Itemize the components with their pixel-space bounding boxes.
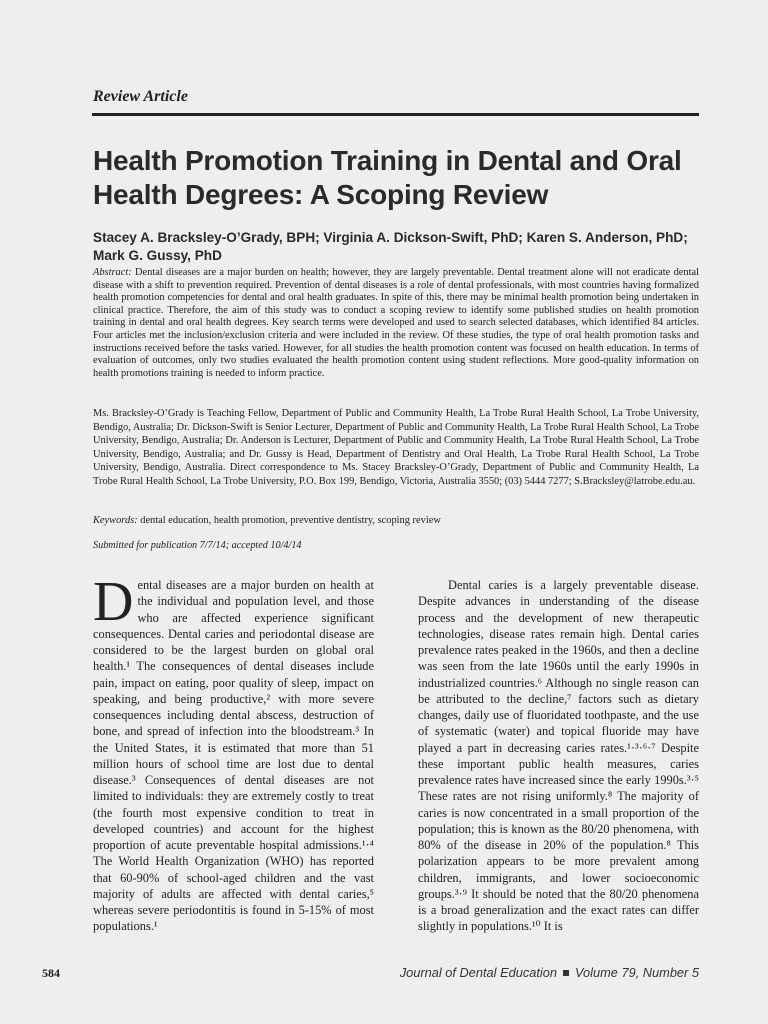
- keywords-label: Keywords:: [93, 515, 138, 526]
- body-left-text: ental diseases are a major burden on health at the individual and population level, and those who are affected experience significant consequences. Dental caries and periodontal disease are considered to be the largest burden on global oral health.¹ The consequences of dental diseases include pain, impact on eating, poor quality of sleep, impact on speaking, and being productive,² with more severe consequences including dental abscess, destruction of bone, and spread of infection into the bloodstream.³ In the United States, it is estimated that more than 51 million hours of school time are lost due to dental disease.³ Consequences of dental diseases are not limited to individuals: they are extremely costly to treat (the fourth most expensive condition to treat in developed countries) and account for the highest proportion of acute preventable hospital admissions.¹·⁴ The World Health Organization (WHO) has reported that 60-90% of school-aged children and the vast majority of adults are affected with dental caries,⁵ whereas severe periodontitis is found in 5-15% of most populations.¹: [93, 578, 374, 934]
- journal-footer: [400, 965, 699, 980]
- journal-name: Journal of Dental Education: [399, 965, 557, 980]
- article-title: Health Promotion Training in Dental and Oral Health Degrees: A Scoping Review: [93, 145, 682, 210]
- header-rule: [92, 113, 699, 116]
- author-list: Stacey A. Bracksley-O’Grady, BPH; Virginia A. Dickson-Swift, PhD; Karen S. Anderson, PhD; Mark G. Gussy, PhD: [93, 230, 688, 263]
- keywords-text: dental education, health promotion, preventive dentistry, scoping review: [140, 515, 441, 526]
- abstract-text: Dental diseases are a major burden on health; however, they are largely preventable. Dental treatment alone will not eradicate dental disease with a shift to prevention required. Prevention of dental diseases is a role of dental professionals, with most countries having formalized health promotion competencies for dental and oral health graduates. In spite of this, there may be minimal health promotion being undertaken in clinical practice. Therefore, the aim of this study was to conduct a scoping review to identify some published studies on health promotion training in dental and oral health degrees. Key search terms were developed and used to search selected databases, which identified 84 articles. Four articles met the inclusion/exclusion criteria and were included in the review. Of these studies, the type of oral health promotion tasks and instructions received before the tasks varied. However, for all studies the health promotion content was focused on health education. In terms of evaluation of outcomes, only two studies evaluated the health promotion content using student reflections. More good-quality information on health promotions training is needed to inform practice.: [93, 267, 699, 379]
- bullet-icon: [563, 970, 569, 976]
- author-affiliations: Ms. Bracksley-O’Grady is Teaching Fellow, Department of Public and Community Health, La Trobe Rural Health School, La Trobe University, Bendigo, Australia; Dr. Dickson-Swift is Senior Lecturer, Department of Public and Community Health, La Trobe Rural Health School, La Trobe University, Bendigo, Australia; Dr. Anderson is Lecturer, Department of Public and Community Health, La Trobe Rural Health School, La Trobe University, Bendigo, Australia; and Dr. Gussy is Head, Department of Dentistry and Oral Health, La Trobe Rural Health School, La Trobe University, Bendigo, Australia. Direct correspondence to Ms. Stacey Bracksley-O’Grady, Department of Public and Community Health, La Trobe Rural Health School, La Trobe University, P.O. Box 199, Bendigo, Victoria, Australia 3550; (03) 5444 7277; S.Bracksley@latrobe.edu.au.: [93, 408, 699, 487]
- page-number: 584: [42, 966, 60, 980]
- submission-dates: Submitted for publication 7/7/14; accepted 10/4/14: [93, 540, 302, 551]
- drop-cap: D: [93, 571, 134, 633]
- section-label: Review Article: [93, 88, 188, 105]
- abstract: [93, 267, 699, 380]
- body-column-left: [93, 571, 374, 935]
- abstract-label: Abstract:: [93, 267, 132, 278]
- keywords: [93, 515, 699, 526]
- body-column-right: Dental caries is a largely preventable disease. Despite advances in understanding of the disease process and the development of new therapeutic technologies, disease rates remain high. Dental caries prevalence rates peaked in the 1960s, and then a decline was seen from the late 1960s until the early 1990s in industrialized countries.⁶ Although no single reason can be attributed to the decline,⁷ factors such as dietary changes, daily use of fluoridated toothpaste, and the use of systematic (water) and topical fluoride may have played a part in decreasing caries rates.¹·³·⁶·⁷ Despite these important public health measures, caries prevalence rates have increased since the early 1990s.³·⁵ These rates are not rising uniformly.⁸ The majority of caries is now concentrated in a small proportion of the population; this is known as the 80/20 phenomena, with 80% of the disease in 20% of the population.⁸ This polarization appears to be more prevalent among children, immigrants, and lower socioeconomic groups.³·⁹ It should be noted that the 80/20 phenomena is a broad generalization and the exact rates can differ slightly in populations.¹⁰ It is: [418, 578, 699, 934]
- journal-volume: Volume 79, Number 5: [574, 965, 699, 980]
